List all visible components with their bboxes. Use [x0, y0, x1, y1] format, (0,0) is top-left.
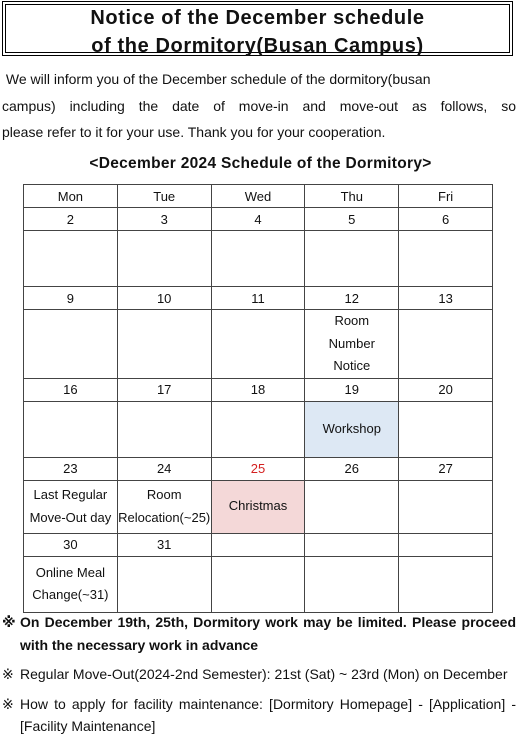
- date-cell: [305, 533, 399, 556]
- week-2-dates: [24, 287, 493, 310]
- event-cell: [24, 401, 118, 457]
- reference-mark-icon: ※: [2, 666, 14, 682]
- week-3-events: [24, 401, 493, 457]
- page-title-line-1: Notice of the December schedule: [90, 7, 425, 29]
- event-cell: [305, 556, 399, 612]
- event-cell: [117, 556, 211, 612]
- calendar-table: [23, 184, 493, 613]
- intro-line-2: campus) including the date of move-in and move-out as follows, so: [2, 97, 516, 114]
- intro-line-3: please refer to it for your use. Thank you for your cooperation.: [2, 124, 386, 140]
- date-cell: 30: [24, 533, 118, 556]
- event-cell: [211, 310, 305, 379]
- header-mon: Mon: [24, 185, 118, 208]
- date-cell: 10: [117, 287, 211, 310]
- date-cell: 12: [305, 287, 399, 310]
- date-cell: 31: [117, 533, 211, 556]
- event-cell: [399, 231, 493, 287]
- week-1-dates: [24, 208, 493, 231]
- event-cell: [211, 556, 305, 612]
- event-cell: [399, 310, 493, 379]
- date-cell: 16: [24, 378, 118, 401]
- date-cell: 26: [305, 457, 399, 480]
- date-cell: 3: [117, 208, 211, 231]
- event-line: Number: [328, 335, 375, 351]
- date-cell: 18: [211, 378, 305, 401]
- date-cell: 2: [24, 208, 118, 231]
- week-5-dates: [24, 533, 493, 556]
- note-regular-move-out: [2, 664, 516, 684]
- event-last-regular-move-out: [24, 480, 118, 533]
- date-cell: 5: [305, 208, 399, 231]
- event-cell: [399, 401, 493, 457]
- event-line: Room: [146, 487, 182, 502]
- event-cell: [399, 556, 493, 612]
- page-title-line-2: of the Dormitory(Busan Campus): [91, 35, 424, 57]
- event-online-meal-change: [24, 556, 118, 612]
- date-cell: 23: [24, 457, 118, 480]
- event-line: Online Meal: [35, 564, 106, 580]
- reference-mark-icon: ※: [2, 614, 16, 630]
- event-workshop: Workshop: [305, 401, 399, 457]
- event-cell: [399, 480, 493, 533]
- date-cell: 4: [211, 208, 305, 231]
- event-line: Change(~31): [32, 587, 109, 602]
- event-cell: [24, 231, 118, 287]
- date-cell: 17: [117, 378, 211, 401]
- event-cell: [211, 401, 305, 457]
- holiday-date: 25: [250, 461, 266, 476]
- date-cell: 6: [399, 208, 493, 231]
- event-line: Move-Out day: [29, 509, 112, 525]
- event-line: Relocation(~25): [118, 509, 211, 525]
- schedule-title: <December 2024 Schedule of the Dormitory>: [89, 155, 432, 172]
- event-cell: [117, 401, 211, 457]
- week-1-events: [24, 231, 493, 287]
- header-thu: Thu: [305, 185, 399, 208]
- date-cell: 20: [399, 378, 493, 401]
- event-cell: [305, 480, 399, 533]
- event-cell: [117, 310, 211, 379]
- notes-section: [2, 611, 516, 737]
- week-2-events: [24, 310, 493, 379]
- note-facility-maintenance: [2, 693, 516, 737]
- event-christmas: Christmas: [211, 480, 305, 533]
- event-line: Notice: [333, 358, 371, 373]
- event-room-number-notice: [305, 310, 399, 379]
- reference-mark-icon: ※: [2, 696, 14, 712]
- intro-paragraph: [2, 66, 516, 146]
- date-cell: 19: [305, 378, 399, 401]
- event-room-relocation: [117, 480, 211, 533]
- intro-line-1: We will inform you of the December schedule of the dormitory(busan: [2, 71, 431, 87]
- note-text: How to apply for facility maintenance: [Dormitory Homepage] - [Application] - [Facility Maintenance]: [20, 696, 516, 734]
- event-cell: [117, 231, 211, 287]
- event-line: Last Regular: [33, 487, 108, 502]
- week-4-dates: [24, 457, 493, 480]
- note-work-limited: [2, 611, 516, 657]
- date-cell: [399, 533, 493, 556]
- header-fri: Fri: [399, 185, 493, 208]
- date-cell: 24: [117, 457, 211, 480]
- date-cell-holiday: [211, 457, 305, 480]
- date-cell: 27: [399, 457, 493, 480]
- week-3-dates: [24, 378, 493, 401]
- note-text: On December 19th, 25th, Dormitory work may be limited. Please proceed with the necessary work in advance: [20, 614, 516, 653]
- event-line: Room: [334, 313, 370, 328]
- event-cell: [211, 231, 305, 287]
- event-cell: [305, 231, 399, 287]
- title-box: [2, 1, 513, 56]
- event-cell: [24, 310, 118, 379]
- date-cell: [211, 533, 305, 556]
- calendar-header-row: [24, 185, 493, 208]
- week-4-events: [24, 480, 493, 533]
- note-text: Regular Move-Out(2024-2nd Semester): 21st (Sat) ~ 23rd (Mon) on December: [20, 666, 508, 682]
- week-5-events: [24, 556, 493, 612]
- date-cell: 9: [24, 287, 118, 310]
- date-cell: 11: [211, 287, 305, 310]
- header-tue: Tue: [117, 185, 211, 208]
- date-cell: 13: [399, 287, 493, 310]
- header-wed: Wed: [211, 185, 305, 208]
